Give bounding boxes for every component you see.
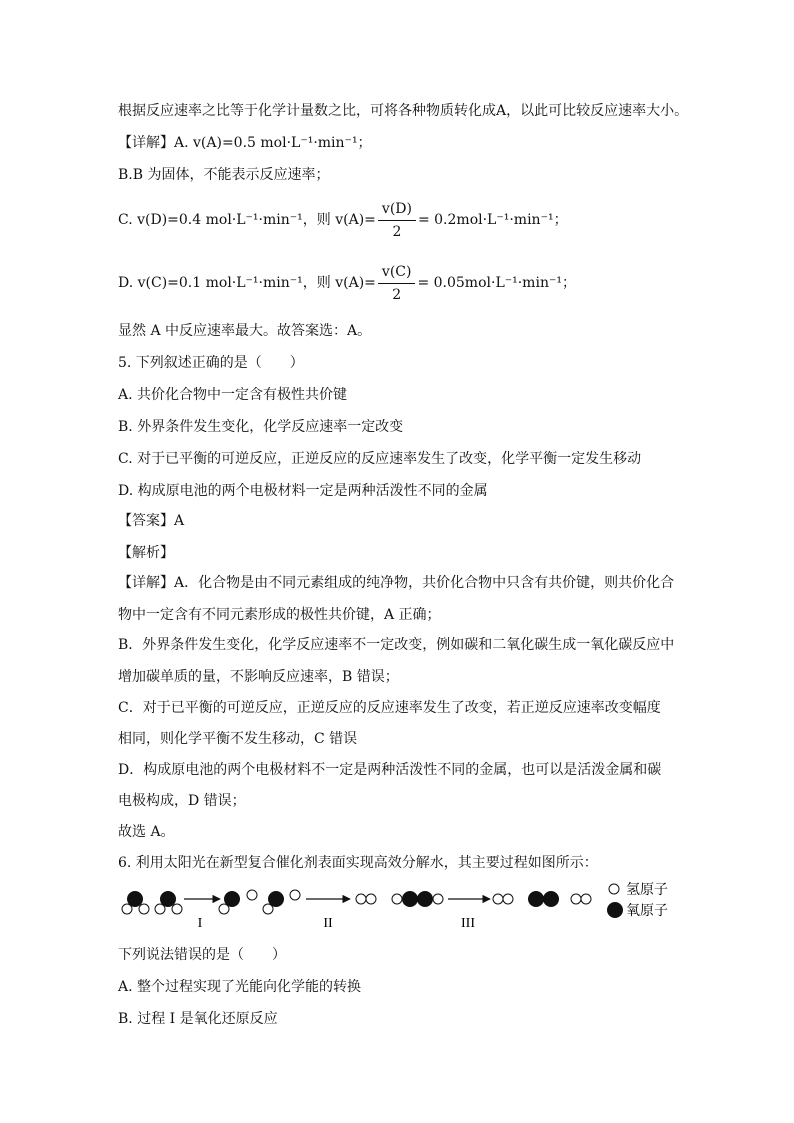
line-10: D. 构成原电池的两个电极材料一定是两种活泼性不同的金属 — [118, 483, 488, 499]
line-16: 增加碳单质的量，不影响反应速率，B 错误； — [118, 669, 399, 685]
line-22: 6. 利用太阳光在新型复合催化剂表面实现高效分解水，其主要过程如图所示： — [118, 855, 598, 871]
line-7: A. 共价化合物中一定含有极性共价键 — [118, 387, 348, 403]
line-5: 显然 A 中反应速率最大。故答案选：A。 — [118, 323, 372, 339]
equation-c-denominator: 2 — [392, 223, 402, 240]
line-18: 相同，则化学平衡不发生移动，C 错误 — [118, 731, 358, 747]
products-group — [493, 891, 591, 907]
line-25: B. 过程 I 是氧化还原反应 — [118, 1011, 278, 1027]
intermediate-group-1 — [219, 890, 300, 914]
line-21: 故选 A。 — [118, 824, 175, 840]
line-17: C．对于已平衡的可逆反应，正逆反应的反应速率发生了改变，若正逆反应速率改变幅度 — [118, 700, 661, 716]
water-splitting-diagram — [118, 880, 698, 932]
legend-hydrogen: 氢原子 — [626, 883, 668, 898]
legend-oxygen: 氧原子 — [626, 904, 668, 919]
equation-d-denominator: 2 — [392, 286, 402, 303]
step-label-1: I — [197, 916, 203, 931]
equation-d — [118, 261, 576, 305]
line-0: 根据反应速率之比等于化学计量数之比，可将各种物质转化成A，以此可比较反应速率大小。 — [118, 103, 689, 119]
line-24: A. 整个过程实现了光能向化学能的转换 — [118, 979, 362, 995]
line-23: 下列说法错误的是（ ） — [118, 947, 286, 963]
equation-c-fraction — [378, 200, 416, 241]
step-label-2: II — [323, 916, 333, 931]
equation-c-suffix: = 0.2mol·L⁻¹·min⁻¹； — [417, 212, 568, 228]
equation-d-suffix: = 0.05mol·L⁻¹·min⁻¹； — [417, 275, 576, 291]
intermediate-group-2 — [356, 891, 443, 907]
line-9: C. 对于已平衡的可逆反应，正逆反应的反应速率发生了改变，化学平衡一定发生移动 — [118, 451, 642, 467]
equation-c-prefix: C. v(D)=0.4 mol·L⁻¹·min⁻¹，则 v(A)= — [118, 212, 376, 228]
line-8: B. 外界条件发生变化，化学反应速率一定改变 — [118, 419, 404, 435]
line-2: B.B 为固体，不能表示反应速率； — [118, 167, 330, 183]
equation-d-fraction — [378, 263, 416, 304]
line-12: 【解析】 — [118, 545, 174, 561]
line-11: 【答案】A — [118, 513, 185, 529]
line-6: 5. 下列叙述正确的是（ ） — [118, 355, 304, 371]
oxygen-atom-icon — [607, 902, 623, 918]
hydrogen-atom-icon — [609, 884, 619, 894]
equation-c — [118, 198, 568, 242]
line-19: D．构成原电池的两个电极材料不一定是两种活泼性不同的金属，也可以是活泼金属和碳 — [118, 762, 662, 778]
water-molecules-group — [122, 891, 182, 914]
step-label-3: III — [461, 916, 475, 931]
line-13: 【详解】A．化合物是由不同元素组成的纯净物，共价化合物中只含有共价键，则共价化合 — [118, 575, 675, 591]
line-1: 【详解】A. v(A)=0.5 mol·L⁻¹·min⁻¹； — [118, 135, 372, 151]
line-20: 电极构成，D 错误； — [118, 793, 246, 809]
equation-d-numerator: v(C) — [378, 263, 416, 284]
line-15: B．外界条件发生变化，化学反应速率不一定改变，例如碳和二氧化碳生成一氧化碳反应中 — [118, 637, 675, 653]
line-14: 物中一定含有不同元素形成的极性共价键，A 正确； — [118, 607, 441, 623]
equation-c-numerator: v(D) — [378, 200, 416, 221]
equation-d-prefix: D. v(C)=0.1 mol·L⁻¹·min⁻¹，则 v(A)= — [118, 275, 376, 291]
